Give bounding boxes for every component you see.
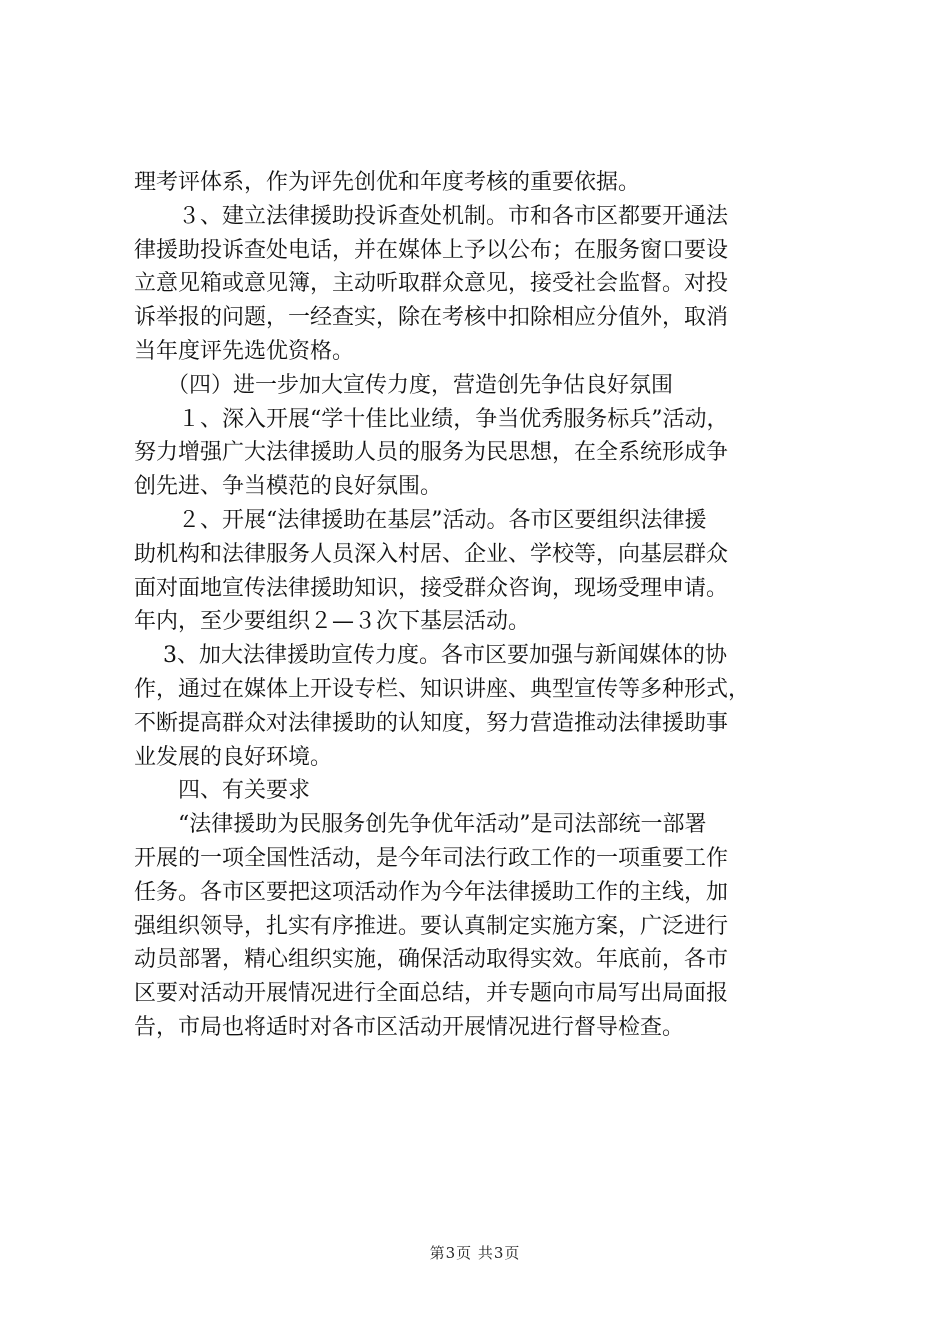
text-line: 开展的一项全国性活动，是今年司法行政工作的一项重要工作 xyxy=(134,845,729,871)
text-line: 立意见箱或意见簿，主动听取群众意见，接受社会监督。对投 xyxy=(134,271,729,297)
text-line: 业发展的良好环境。 xyxy=(134,744,333,770)
text-line: 当年度评先选优资格。 xyxy=(134,338,355,364)
text-line: 创先进、争当模范的良好氛围。 xyxy=(134,474,443,500)
text-line: ２、开展“法律援助在基层”活动。各市区要组织法律援 xyxy=(134,507,707,533)
text-line: 3、加大法律援助宣传力度。各市区要加强与新闻媒体的协 xyxy=(134,643,727,669)
document-body xyxy=(134,166,824,1045)
text-line: 不断提高群众对法律援助的认知度，努力营造推动法律援助事 xyxy=(134,710,729,736)
text-line: 律援助投诉查处电话，并在媒体上予以公布；在服务窗口要设 xyxy=(134,237,729,263)
section-heading: 四、有关要求 xyxy=(134,778,311,804)
text-line: “法律援助为民服务创先争优年活动”是司法部统一部署 xyxy=(134,812,707,838)
text-line: 区要对活动开展情况进行全面总结，并专题向市局写出局面报 xyxy=(134,981,729,1007)
text-line: ３、建立法律援助投诉查处机制。市和各市区都要开通法 xyxy=(134,203,729,229)
text-line: 诉举报的问题，一经查实，除在考核中扣除相应分值外，取消 xyxy=(134,305,729,331)
text-line: 动员部署，精心组织实施，确保活动取得实效。年底前，各市 xyxy=(134,947,729,973)
text-line: 助机构和法律服务人员深入村居、企业、学校等，向基层群众 xyxy=(134,541,729,567)
text-line: 年内，至少要组织２—３次下基层活动。 xyxy=(134,609,531,635)
section-heading: （四）进一步加大宣传力度，营造创先争估良好氛围 xyxy=(134,372,674,398)
text-line: 作，通过在媒体上开设专栏、知识讲座、典型宣传等多种形式， xyxy=(134,676,751,702)
page-footer: 第3页 共3页 xyxy=(429,1244,521,1262)
text-line: 面对面地宣传法律援助知识，接受群众咨询，现场受理申请。 xyxy=(134,575,729,601)
text-line: 理考评体系，作为评先创优和年度考核的重要依据。 xyxy=(134,170,641,195)
text-line: 任务。各市区要把这项活动作为今年法律援助工作的主线，加 xyxy=(134,879,729,905)
text-line: 努力增强广大法律援助人员的服务为民思想，在全系统形成争 xyxy=(134,440,729,466)
text-line: 强组织领导，扎实有序推进。要认真制定实施方案，广泛进行 xyxy=(134,913,729,939)
text-line: 告，市局也将适时对各市区活动开展情况进行督导检查。 xyxy=(134,1014,685,1040)
text-line: １、深入开展“学十佳比业绩，争当优秀服务标兵”活动， xyxy=(134,406,729,432)
